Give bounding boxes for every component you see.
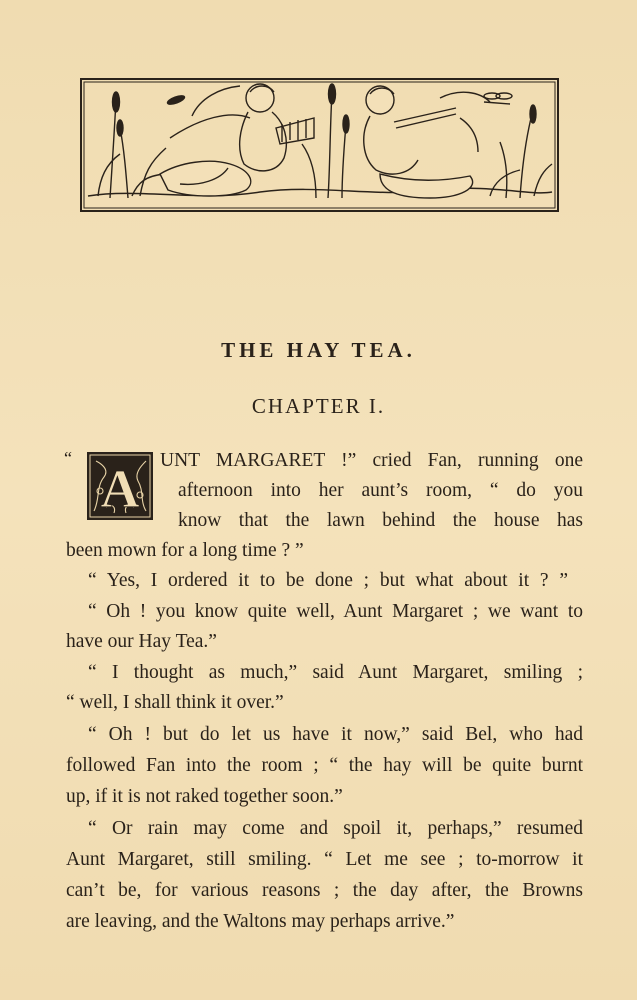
text-line: been mown for a long time ? ” (66, 540, 304, 561)
text-line: up, if it is not raked together soon.” (66, 786, 343, 807)
ornamental-drop-cap (86, 451, 154, 521)
text-line: are leaving, and the Waltons may perhaps arrive.” (66, 911, 455, 932)
chapter-heading: CHAPTER I. (251, 394, 386, 418)
text-line: have our Hay Tea.” (66, 631, 217, 652)
text-line: “ Oh ! you know quite well, Aunt Margaret ; we want to (88, 601, 583, 622)
decorative-headpiece-illustration (80, 78, 559, 212)
text-line: can’t be, for various reasons ; the day after, the Browns (66, 880, 583, 901)
text-line: Aunt Margaret, still smiling. “ Let me see ; to-morrow it (66, 849, 583, 870)
text-line: “ Oh ! but do let us have it now,” said Bel, who had (88, 724, 583, 745)
opening-quote-mark: “ (64, 448, 72, 468)
text-line: followed Fan into the room ; “ the hay will be quite burnt (66, 755, 583, 776)
text-line: UNT MARGARET !” cried Fan, running one (160, 450, 583, 471)
text-line: “ I thought as much,” said Aunt Margaret, smiling ; (88, 662, 583, 683)
svg-text:A: A (100, 459, 140, 519)
text-line: afternoon into her aunt’s room, “ do you (178, 480, 583, 501)
text-line: know that the lawn behind the house has (178, 510, 583, 531)
section-title: THE HAY TEA. (221, 338, 416, 362)
text-line: “ Yes, I ordered it to be done ; but what about it ? ” (88, 570, 568, 591)
text-line: “ Or rain may come and spoil it, perhaps,” resumed (88, 818, 583, 839)
text-line: “ well, I shall think it over.” (66, 692, 284, 713)
